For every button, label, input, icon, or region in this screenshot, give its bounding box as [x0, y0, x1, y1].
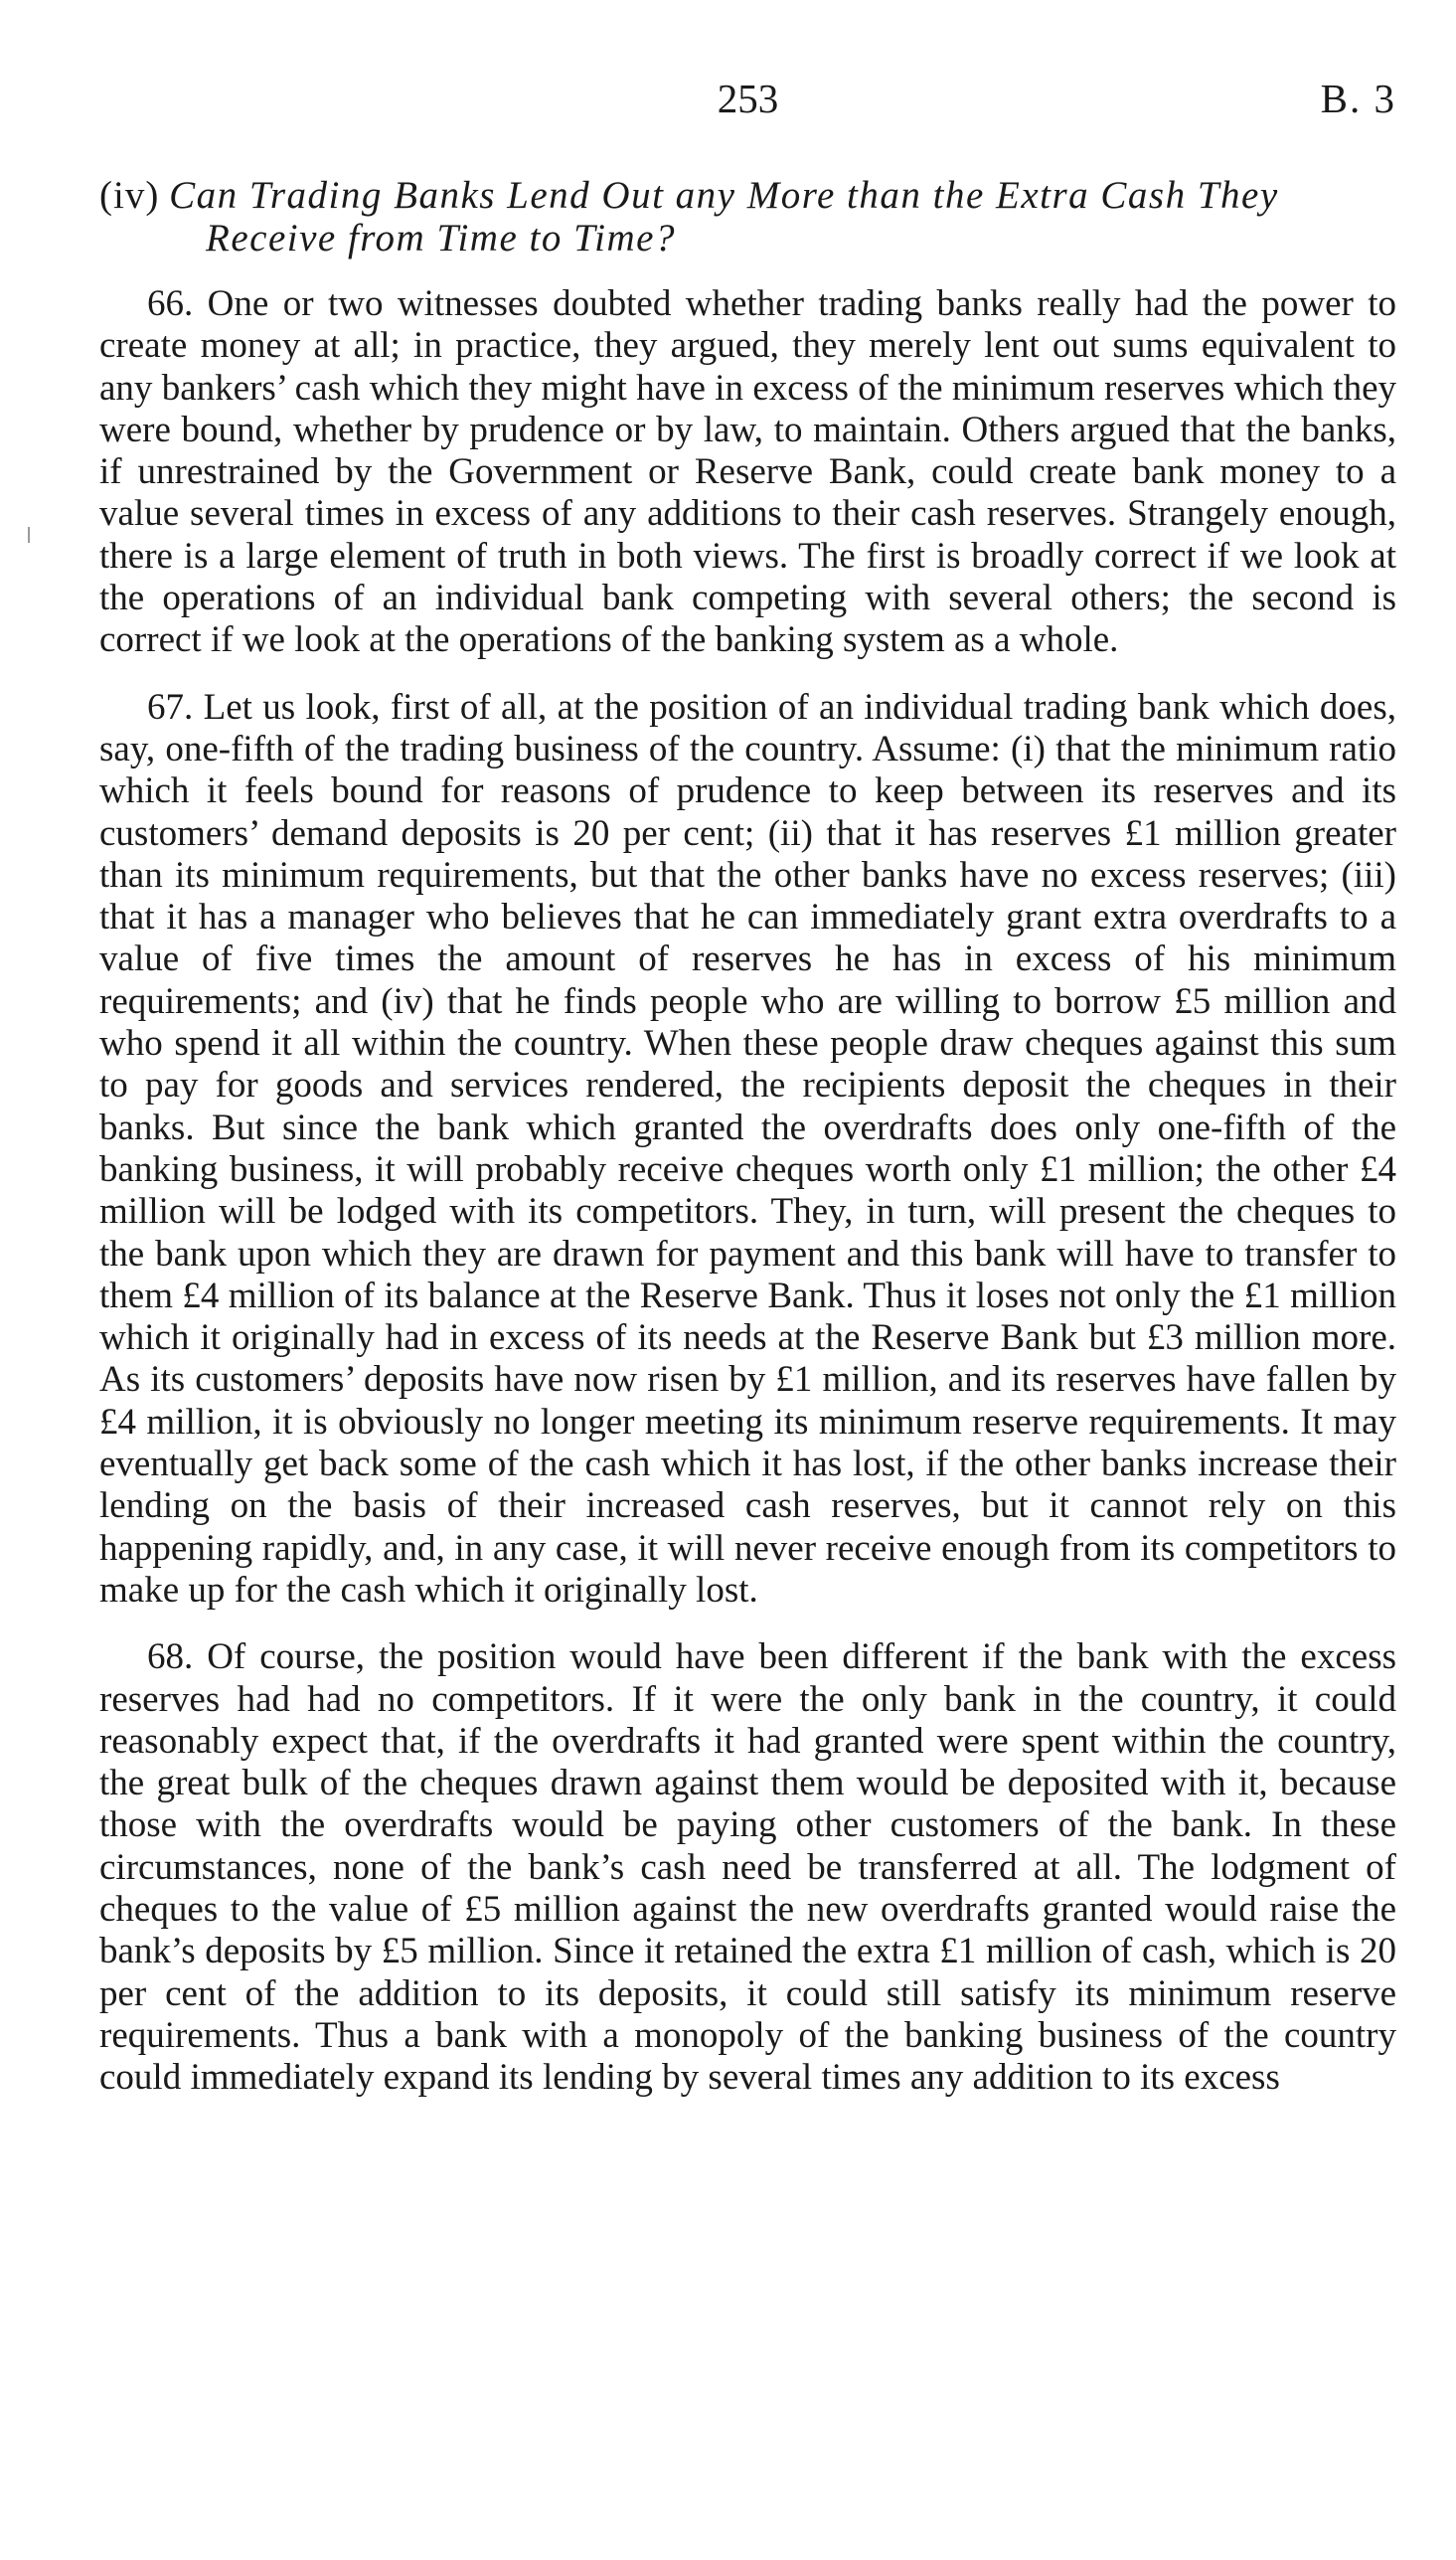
paragraph-text: Of course, the position would have been different if the bank with the excess reserves had had no competitors. If it were the only bank in the country, it could reasonably expect that, if the overdrafts it had granted were spent within the country, the great bulk of the cheques drawn against them would be deposited with it, because those with the overdrafts would be paying other customers of the bank. In these circumstances, none of the bank’s cash need be transferred at all. The lodgment of cheques to the value of £5 million against the new overdrafts granted would raise the bank’s deposits by £5 million. Since it retained the extra £1 million of cash, which is 20 per cent of the addition to its deposits, it could still satisfy its minimum reserve requirements. Thus a bank with a monopoly of the banking business of the country could immediately expand its lending by several times any addition to its excess: [99, 1636, 1396, 2099]
paragraph-number: 68.: [147, 1636, 194, 1678]
section-number: (iv): [99, 174, 160, 217]
paragraph-number: 66.: [147, 283, 194, 324]
page-header: [99, 75, 1396, 134]
paragraph-67: [99, 687, 1396, 1613]
body-text: [99, 283, 1396, 2124]
page-number: 253: [717, 76, 779, 121]
document-reference: B. 3: [1320, 76, 1396, 121]
paragraph-66: [99, 283, 1396, 662]
section-title: Can Trading Banks Lend Out any More than the Extra Cash They Receive from Time to Time?: [169, 174, 1279, 259]
section-heading: [99, 174, 1396, 259]
paragraph-number: 67.: [147, 686, 194, 728]
paragraph-68: [99, 1636, 1396, 2099]
paragraph-text: Let us look, first of all, at the position of an individual trading bank which does, say, one-fifth of the trading business of the country. Assume: (i) that the minimum ratio which it feels bound for reasons of prudence to keep between its reserves and its customers’ demand deposits is 20 per cent; (ii) that it has reserves £1 million greater than its minimum requirements, but that the other banks have no excess reserves; (iii) that it has a manager who believes that he can immediately grant extra overdrafts to a value of five times the amount of reserves he has in excess of his minimum requirements; and (iv) that he finds people who are willing to borrow £5 million and who spend it all within the country. When these people draw cheques against this sum to pay for goods and services rendered, the recipients deposit the cheques in their banks. But since the bank which granted the overdrafts does only one-fifth of the banking business, it will probably receive cheques worth only £1 million; the other £4 million will be lodged with its competitors. They, in turn, will present the cheques to the bank upon which they are drawn for payment and this bank will have to transfer to them £4 million of its balance at the Reserve Bank. Thus it loses not only the £1 million which it originally had in excess of its needs at the Reserve Bank but £3 million more. As its customers’ deposits have now risen by £1 million, and its reserves have fallen by £4 million, it is obviously no longer meeting its minimum reserve requirements. It may eventually get back some of the cash which it has lost, if the other banks increase their lending on the basis of their increased cash reserves, but it cannot rely on this happening rapidly, and, in any case, it will never receive enough from its competitors to make up for the cash which it originally lost.: [99, 686, 1396, 1611]
paragraph-text: One or two witnesses doubted whether trading banks really had the power to create money at all; in practice, they argued, they merely lent out sums equivalent to any bankers’ cash which they might have in excess of the minimum reserves which they were bound, whether by prudence or by law, to maintain. Others argued that the banks, if unrestrained by the Government or Reserve Bank, could create bank money to a value several times in excess of any additions to their cash reserves. Strangely enough, there is a large element of truth in both views. The first is broadly correct if we look at the operations of an individual bank competing with several others; the second is correct if we look at the operations of the banking system as a whole.: [99, 283, 1397, 661]
margin-mark: [28, 527, 30, 543]
